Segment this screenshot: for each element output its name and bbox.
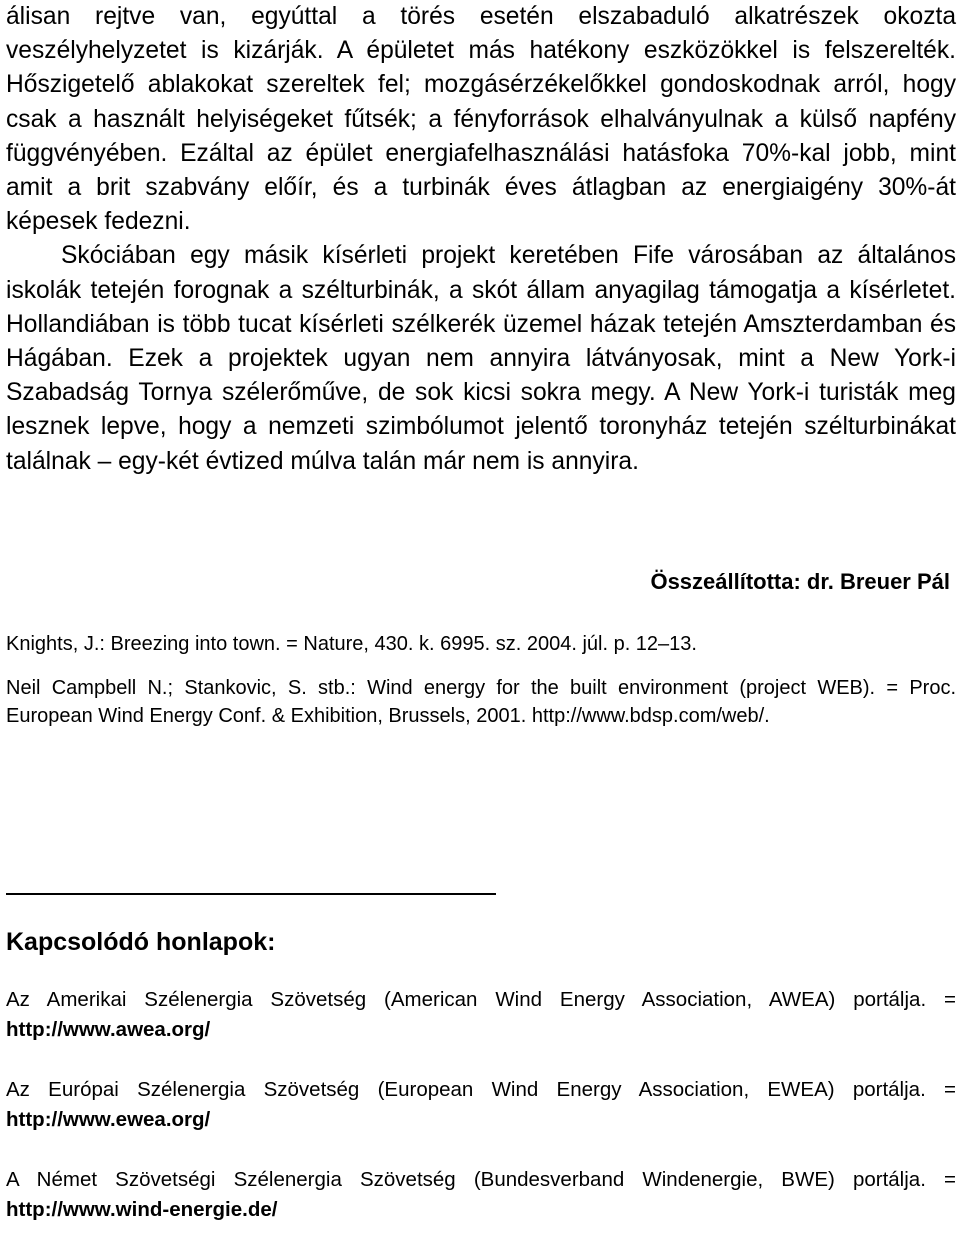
- link-url-awea[interactable]: http://www.awea.org/: [6, 1018, 211, 1041]
- reference-item: Knights, J.: Breezing into town. = Nature, 430. k. 6995. sz. 2004. júl. p. 12–13.: [6, 633, 697, 655]
- link-url-ewea[interactable]: http://www.ewea.org/: [6, 1108, 211, 1131]
- link-entry-text: A Német Szövetségi Szélenergia Szövetség (Bundesverband Windenergie, BWE) portálja. =: [6, 1168, 956, 1191]
- related-links-section: [6, 925, 956, 1255]
- article-paragraph-2: Skóciában egy másik kísérleti projekt keretében Fife városában az általános iskolák tetején forognak a szélturbinák, a skót állam anyagilag támogatja a kísérletet. Hollandiában is több tucat kísérleti szélkerék üzemel házak tetején Amszterdamban és Hágában. Ezek a projektek ugyan nem annyira látványosak, mint a New York-i Szabadság Tornya szélerőműve, de sok kicsi sokra megy. A New York-i turisták meg lesznek lepve, hogy a nemzeti szimbólumot jelentő toronyház tetején szélturbinákat találnak – egy-két évtized múlva talán már nem is annyira.: [6, 242, 956, 475]
- related-links-heading: Kapcsolódó honlapok:: [6, 928, 276, 956]
- article-paragraph-1: álisan rejtve van, egyúttal a törés esetén elszabaduló alkatrészek okozta veszélyhelyzetet is kizárják. A épületet más hatékony eszközökkel is felszerelték. Hőszigetelő ablakokat szereltek fel; mozgásérzékelőkkel gondoskodnak arról, hogy csak a használt helyiségeket fűtsék; a fényforrások elhalványulnak a külső napfény függvényében. Ezáltal az épület energiafelhasználási hatásfoka 70%-kal jobb, mint amit a brit szabvány előír, és a turbinák éves átlagban az energiaigény 30%-át képesek fedezni.: [6, 3, 956, 236]
- link-entry-ewea: [6, 1075, 956, 1135]
- reference-item: Neil Campbell N.; Stankovic, S. stb.: Wind energy for the built environment (project WEB). = Proc. European Wind Energy Conf. & Exhibition, Brussels, 2001. http://www.bdsp.com/web/.: [6, 677, 956, 727]
- link-entry-text: Az Amerikai Szélenergia Szövetség (American Wind Energy Association, AWEA) portálja. =: [6, 988, 956, 1011]
- link-entry-text: Az Európai Szélenergia Szövetség (European Wind Energy Association, EWEA) portálja. =: [6, 1078, 956, 1101]
- references-list: [6, 630, 956, 752]
- section-divider: [6, 893, 496, 895]
- link-entry-bwe: [6, 1165, 956, 1225]
- link-url-bwe[interactable]: http://www.wind-energie.de/: [6, 1198, 278, 1221]
- link-entry-awea: [6, 985, 956, 1045]
- compiled-by: Összeállította: dr. Breuer Pál: [650, 569, 950, 594]
- document-page: [6, 0, 956, 1221]
